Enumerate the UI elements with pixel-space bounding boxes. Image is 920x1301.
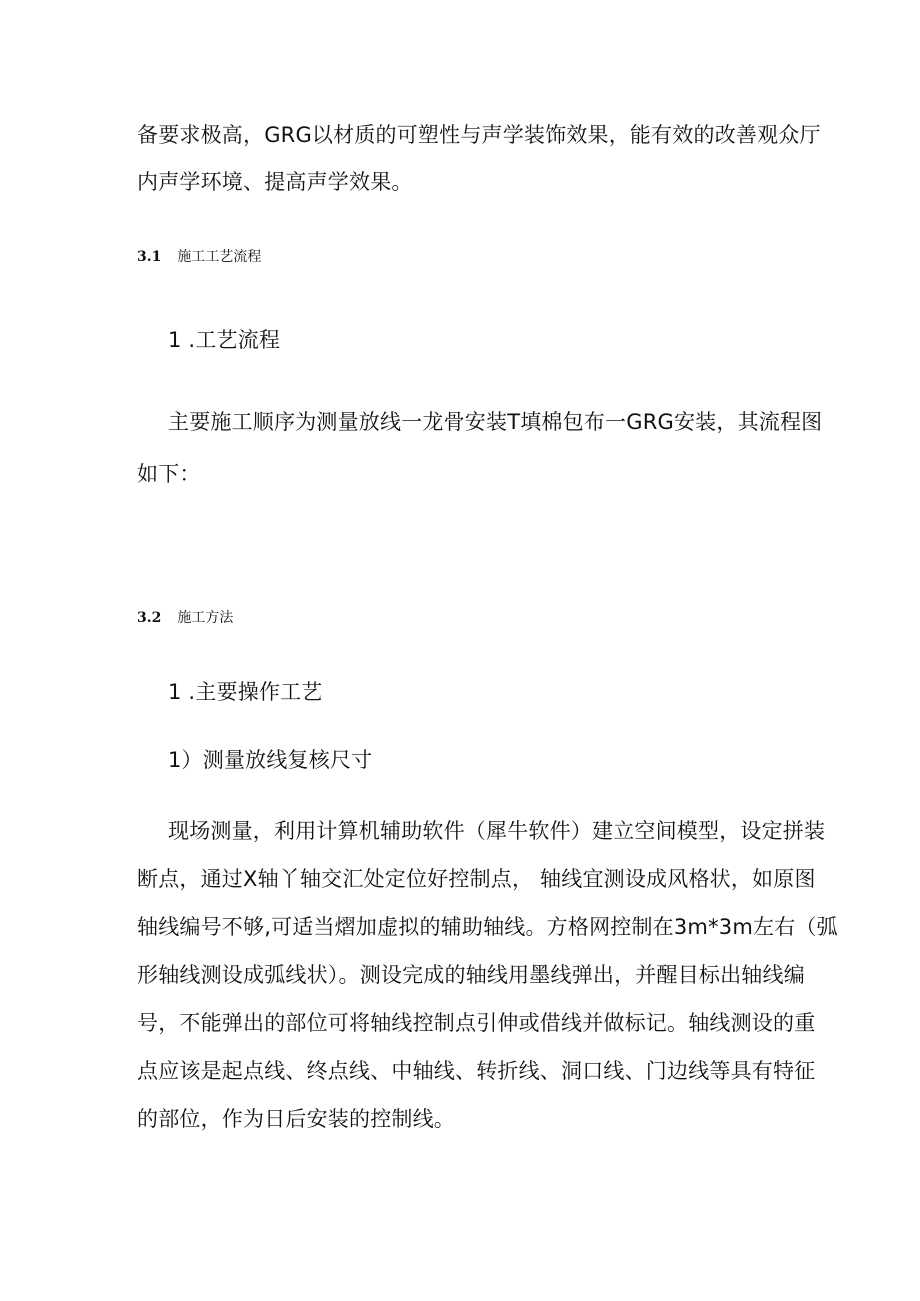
process-line-1: 主要施工顺序为测量放线一龙骨安装T填棉包布一GRG安装，其流程图 (168, 410, 823, 434)
intro-line-2: 内声学环境、提高声学效果。 (137, 170, 413, 194)
measure-line-5: 号，不能弹出的部位可将轴线控制点引伸或借线并做标记。轴线测设的重 (137, 1011, 816, 1035)
section-number: 3.1 (137, 249, 162, 265)
measure-line-4: 形轴线测设成弧线状）。测设完成的轴线用墨线弹出，并醒目标出轴线编 (137, 963, 805, 987)
measure-line-7: 的部位，作为日后安装的控制线。 (137, 1107, 455, 1131)
item-main-ops-heading: 1 .主要操作工艺 (168, 680, 323, 704)
measure-line-2: 断点，通过X轴丫轴交汇处定位好控制点， 轴线宜测设成风格状，如原图 (137, 867, 816, 891)
measure-line-1: 现场测量，利用计算机辅助软件（犀牛软件）建立空间模型，设定拼装 (168, 819, 826, 843)
section-title: 施工工艺流程 (177, 249, 262, 265)
measure-line-6: 点应该是起点线、终点线、中轴线、转折线、洞口线、门边线等具有特征 (137, 1059, 816, 1083)
sub-item-measure-heading: 1）测量放线复核尺寸 (168, 748, 373, 772)
section-title: 施工方法 (177, 610, 234, 626)
measure-line-3: 轴线编号不够,可适当熠加虚拟的辅助轴线。方格网控制在3m*3m左右（弧 (137, 915, 838, 939)
section-number: 3.2 (137, 610, 162, 626)
process-line-2: 如下： (137, 462, 201, 486)
item-process-heading: 1 .工艺流程 (168, 328, 281, 352)
section-heading-3-2 (137, 608, 233, 628)
intro-line-1: 备要求极高，GRG以材质的可塑性与声学装饰效果，能有效的改善观众厅 (137, 123, 821, 147)
section-heading-3-1 (137, 247, 261, 267)
